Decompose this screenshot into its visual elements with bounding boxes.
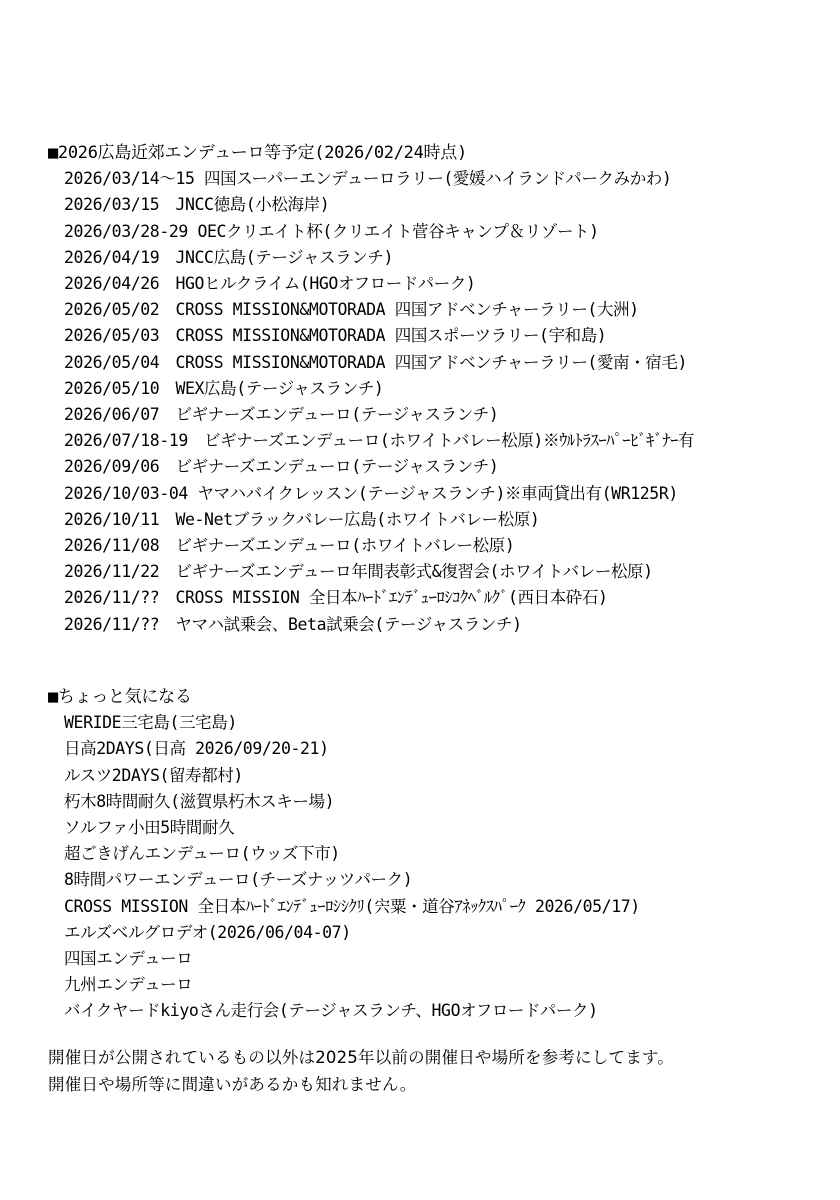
schedule-item: 2026/05/02 CROSS MISSION&MOTORADA 四国アドベンチャーラリー(大洲) — [64, 300, 639, 320]
watchlist-item: 超ごきげんエンデューロ(ウッズ下市) — [64, 844, 340, 864]
watchlist-item: 8時間パワーエンデューロ(チーズナッツパーク) — [64, 870, 413, 890]
schedule-item: 2026/07/18-19 ビギナーズエンデューロ(ホワイトバレー松原)※ｳﾙﾄﾗｽｰﾊﾟｰﾋﾞｷﾞﾅｰ有 — [64, 431, 695, 451]
schedule-item: 2026/03/15 JNCC徳島(小松海岸) — [64, 195, 330, 215]
watchlist-item: ソルファ小田5時間耐久 — [64, 818, 235, 838]
note-line: 開催日や場所等に間違いがあるかも知れません。 — [48, 1075, 417, 1094]
watchlist-item: バイクヤードkiyoさん走行会(テージャスランチ、HGOオフロードパーク) — [64, 1001, 598, 1021]
notes-section — [48, 1044, 674, 1098]
schedule-item: 2026/11/?? CROSS MISSION 全日本ﾊｰﾄﾞｴﾝﾃﾞｭｰﾛｼｺｸﾍﾞﾙｸﾞ(西日本砕石) — [64, 588, 608, 608]
schedule-item: 2026/05/10 WEX広島(テージャスランチ) — [64, 378, 384, 398]
schedule-item: 2026/04/19 JNCC広島(テージャスランチ) — [64, 247, 393, 267]
schedule-heading: ■2026広島近郊エンデューロ等予定(2026/02/24時点) — [48, 143, 467, 163]
schedule-item: 2026/03/28-29 OECクリエイト杯(クリエイト菅谷キャンプ＆リゾート) — [64, 221, 599, 241]
schedule-list — [48, 166, 694, 638]
schedule-item: 2026/10/11 We-Netブラックバレー広島(ホワイトバレー松原) — [64, 509, 540, 529]
schedule-item: 2026/06/07 ビギナーズエンデューロ(テージャスランチ) — [64, 405, 499, 425]
watchlist-item: エルズベルグロデオ(2026/06/04-07) — [64, 922, 351, 942]
schedule-item: 2026/04/26 HGOヒルクライム(HGOオフロードパーク) — [64, 274, 476, 294]
schedule-item: 2026/03/14～15 四国スーパーエンデューロラリー(愛媛ハイランドパークみかわ) — [64, 169, 672, 189]
schedule-item: 2026/10/03-04 ヤマハバイクレッスン(テージャスランチ)※車両貸出有(WR125R) — [64, 483, 678, 503]
schedule-item: 2026/05/04 CROSS MISSION&MOTORADA 四国アドベンチャーラリー(愛南・宿毛) — [64, 352, 687, 372]
schedule-item: 2026/05/03 CROSS MISSION&MOTORADA 四国スポーツラリー(宇和島) — [64, 326, 607, 346]
watchlist-item: 四国エンデューロ — [64, 949, 193, 969]
schedule-item: 2026/11/?? ヤマハ試乗会、Beta試乗会(テージャスランチ) — [64, 614, 522, 634]
watchlist-heading: ■ちょっと気になる — [48, 687, 192, 707]
watchlist-item: WERIDE三宅島(三宅島) — [64, 713, 237, 733]
schedule-item: 2026/09/06 ビギナーズエンデューロ(テージャスランチ) — [64, 457, 499, 477]
schedule-item: 2026/11/22 ビギナーズエンデューロ年間表彰式&復習会(ホワイトバレー松原) — [64, 562, 653, 582]
watchlist-item: CROSS MISSION 全日本ﾊｰﾄﾞｴﾝﾃﾞｭｰﾛｼｼｸﾘ(宍粟・道谷ｱﾈｯｸｽﾊﾟｰｸ 2026/05/17) — [64, 896, 640, 916]
watchlist-list — [48, 710, 640, 1024]
watchlist-item: 日高2DAYS(日高 2026/09/20-21) — [64, 739, 329, 759]
watchlist-item: 朽木8時間耐久(滋賀県朽木スキー場) — [64, 791, 335, 811]
watchlist-item: 九州エンデューロ — [64, 975, 193, 995]
note-line: 開催日が公開されているもの以外は2025年以前の開催日や場所を参考にしてます。 — [48, 1048, 674, 1067]
watchlist-item: ルスツ2DAYS(留寿都村) — [64, 765, 243, 785]
schedule-section — [48, 140, 694, 638]
schedule-item: 2026/11/08 ビギナーズエンデューロ(ホワイトバレー松原) — [64, 536, 515, 556]
watchlist-section — [48, 684, 640, 1025]
